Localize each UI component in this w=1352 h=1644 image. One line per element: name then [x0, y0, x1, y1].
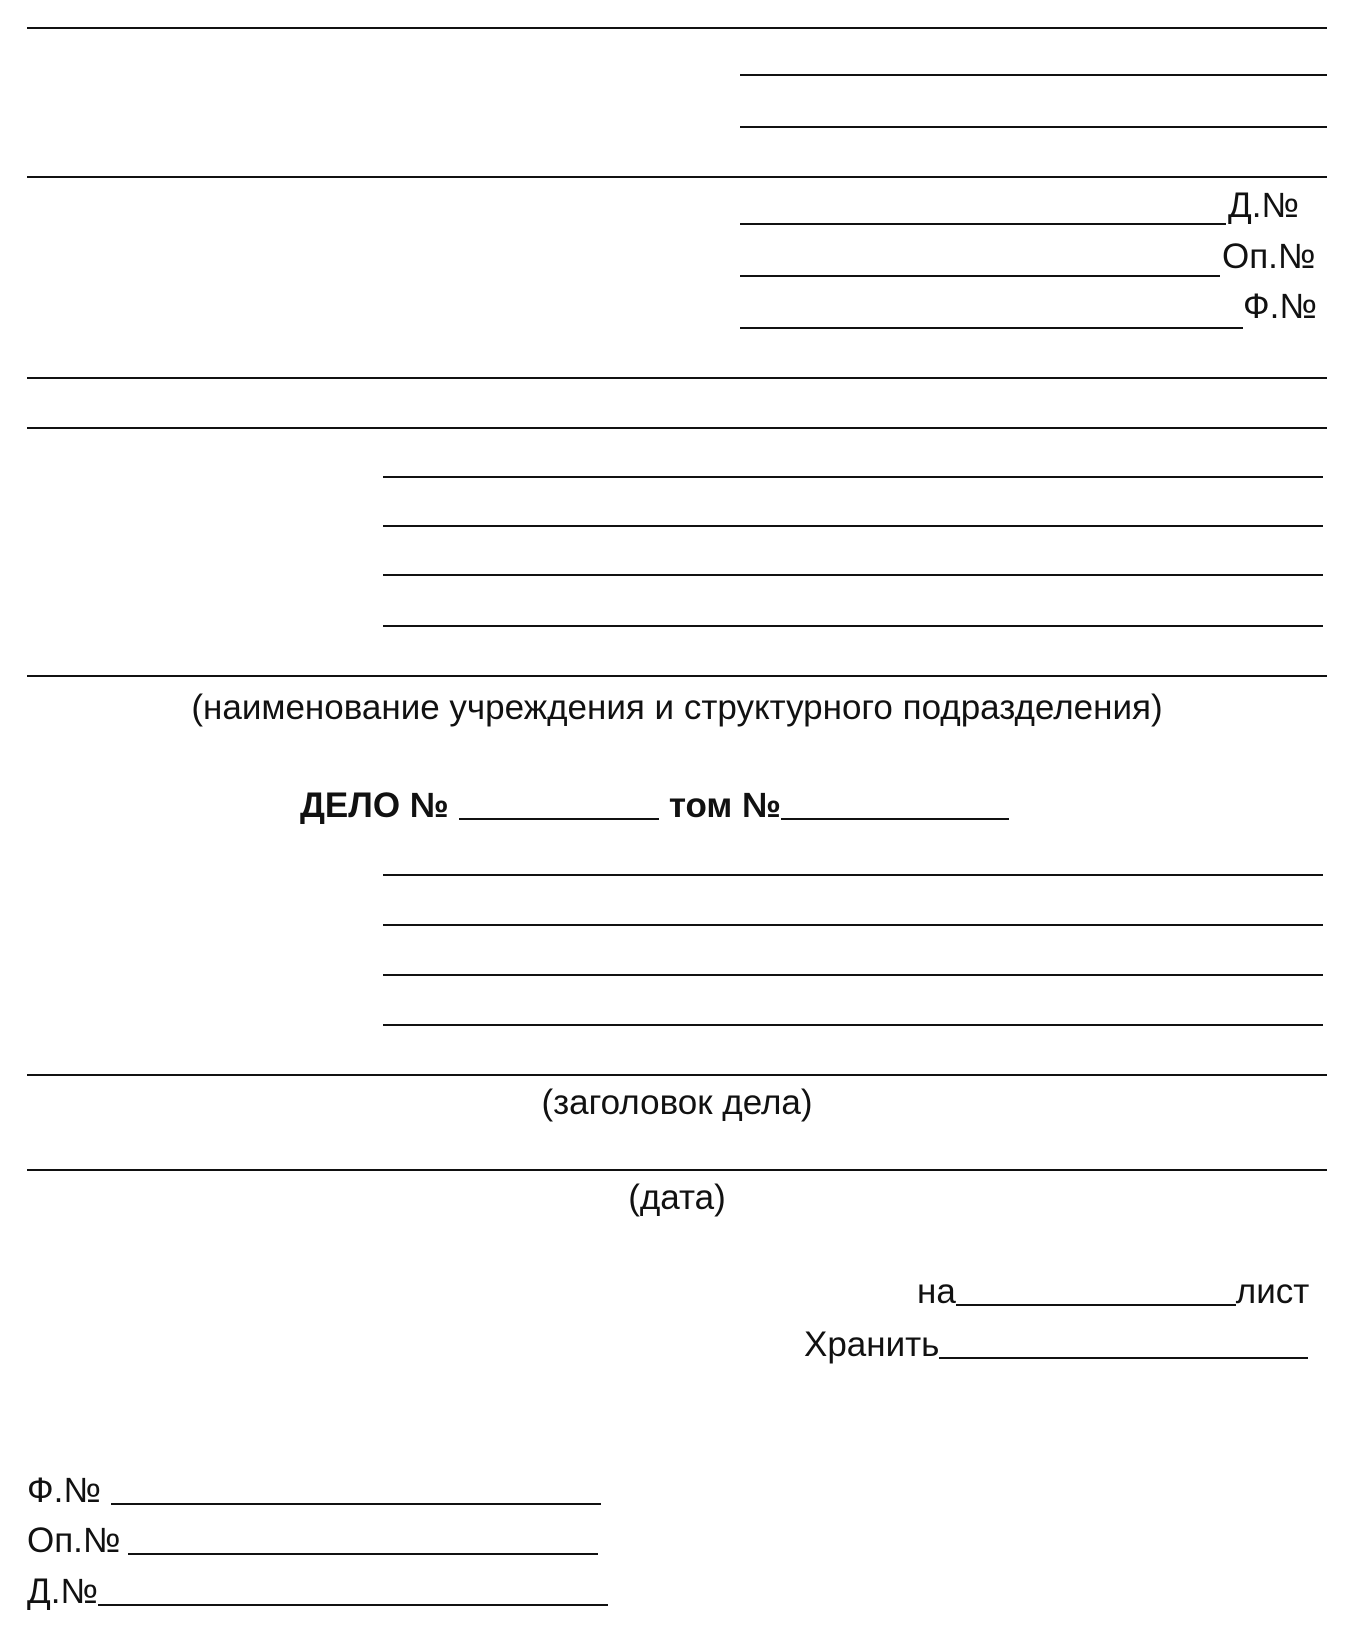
institution-indented-line-4 [383, 625, 1323, 627]
sheets-prefix-label: на [917, 1272, 956, 1311]
volume-number-label: том № [668, 786, 782, 825]
institution-bottom-rule [27, 675, 1327, 677]
top-right-line-1 [740, 74, 1327, 76]
sheets-suffix-label: лист [1235, 1272, 1310, 1311]
top-case-number-label: Д.№ [1228, 186, 1299, 225]
bottom-inventory-number-label: Оп.№ [27, 1521, 121, 1560]
sheets-count-blank [956, 1274, 1236, 1306]
top-rule [27, 27, 1327, 29]
bottom-fund-number-label: Ф.№ [27, 1471, 101, 1510]
top-right-line-2 [740, 126, 1327, 128]
top-inventory-number-line [740, 275, 1220, 277]
keep-row [804, 1325, 1308, 1365]
top-case-number-line [740, 223, 1226, 225]
bottom-fund-number-blank [111, 1473, 601, 1505]
institution-caption: (наименование учреждения и структурного подразделения) [191, 688, 1163, 727]
sheets-count-row [917, 1272, 1309, 1312]
title-indented-line-1 [383, 874, 1323, 876]
volume-number-blank [781, 788, 1009, 820]
bottom-case-number-label: Д.№ [27, 1572, 98, 1611]
institution-full-rule-1 [27, 377, 1327, 379]
bottom-fund-row [27, 1471, 601, 1511]
institution-indented-line-3 [383, 574, 1323, 576]
date-caption: (дата) [628, 1178, 726, 1217]
case-number-blank [459, 788, 659, 820]
upper-full-rule [27, 176, 1327, 178]
institution-indented-line-1 [383, 476, 1323, 478]
keep-blank [939, 1327, 1308, 1359]
bottom-case-row [27, 1572, 608, 1612]
title-indented-line-2 [383, 924, 1323, 926]
title-caption: (заголовок дела) [541, 1083, 813, 1122]
case-heading [300, 786, 1009, 826]
keep-label: Хранить [804, 1325, 940, 1364]
date-rule [27, 1169, 1327, 1171]
institution-indented-line-2 [383, 525, 1323, 527]
bottom-inventory-row [27, 1521, 598, 1561]
title-bottom-rule [27, 1074, 1327, 1076]
bottom-case-number-blank [98, 1574, 608, 1606]
top-inventory-number-label: Оп.№ [1222, 237, 1316, 276]
top-fund-number-line [740, 327, 1243, 329]
title-indented-line-3 [383, 974, 1323, 976]
bottom-inventory-number-blank [128, 1523, 598, 1555]
institution-full-rule-2 [27, 427, 1327, 429]
top-fund-number-label: Ф.№ [1243, 287, 1317, 326]
title-indented-line-4 [383, 1024, 1323, 1026]
case-number-label: ДЕЛО № [300, 786, 449, 825]
